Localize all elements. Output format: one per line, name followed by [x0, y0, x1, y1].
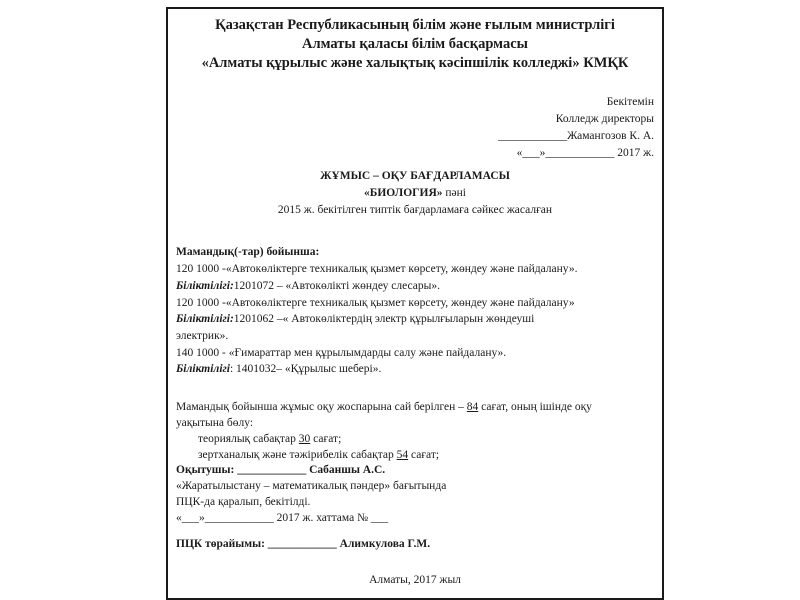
- ministry-title: Қазақстан Республикасының білім және ғылым министрлігі: [215, 17, 615, 33]
- college-title: «Алматы құрылыс және халықтық кәсіпшілік колледжі» КМҚК: [201, 55, 629, 71]
- subject-name: «БИОЛОГИЯ»: [364, 187, 443, 199]
- approval-signature: ____________Жамангозов К. А.: [498, 130, 654, 142]
- qualification-value: 1201072 – «Автокөлікті жөндеу слесары».: [233, 280, 440, 292]
- subject-line: [168, 185, 662, 202]
- qualification-1: [176, 278, 440, 295]
- teacher-line: Оқытушы: ____________ Сабаншы А.С.: [176, 464, 386, 476]
- approval-label: Бекітемін: [606, 96, 654, 108]
- department-line: «Жаратылыстану – математикалық пәндер» бағытында: [176, 480, 447, 492]
- qualification-value: 1201062 –« Автокөліктердің электр құрылғыларын жөндеуші: [233, 313, 535, 325]
- document-page: [166, 7, 664, 600]
- hours-text: теориялық сабақтар: [198, 433, 299, 445]
- city-year: Алматы, 2017 жыл: [369, 574, 461, 586]
- qualification-3: [176, 361, 381, 378]
- qualification-2: [176, 311, 534, 328]
- specialty-3: 140 1000 - «Ғимараттар мен құрылымдарды салу және пайдалану».: [176, 347, 507, 359]
- hours-lab: 54: [396, 449, 409, 461]
- subject-suffix: пәні: [442, 187, 466, 199]
- qualification-label: Біліктілігі:: [176, 313, 234, 325]
- hours-total-line: [176, 399, 592, 416]
- hours-text: сағат, оның ішінде оқу: [478, 401, 592, 413]
- specialty-1: 120 1000 -«Автокөліктерге техникалық қызмет көрсету, жөндеу және пайдалану».: [176, 263, 578, 275]
- specialties-heading: Мамандық(-тар) бойынша:: [176, 246, 320, 258]
- hours-theory-line: [198, 431, 341, 448]
- hours-text: сағат;: [310, 433, 342, 445]
- review-line: ПЦК-да қаралып, бекітілді.: [176, 496, 311, 508]
- protocol-line: «___»____________ 2017 ж. хаттама № ___: [176, 512, 389, 524]
- qualification-label: Біліктілігі: [176, 363, 230, 375]
- hours-total: 84: [466, 401, 479, 413]
- chair-line: ПЦК төрайымы: ____________ Алимкулова Г.М.: [176, 538, 431, 550]
- hours-distribution-label: уақытына бөлу:: [176, 417, 254, 429]
- approval-date: «___»____________ 2017 ж.: [516, 147, 654, 159]
- qualification-2-cont: электрик».: [176, 330, 229, 342]
- hours-text: зертханалық және тәжірибелік сабақтар: [198, 449, 397, 461]
- qualification-value: : 1401032– «Құрылыс шебері».: [229, 363, 382, 375]
- city-department-title: Алматы қаласы білім басқармасы: [302, 36, 528, 52]
- qualification-label: Біліктілігі:: [176, 280, 234, 292]
- program-title: ЖҰМЫС – ОҚУ БАҒДАРЛАМАСЫ: [320, 170, 510, 182]
- specialty-2: 120 1000 -«Автокөліктерге техникалық қызмет көрсету, жөндеу және пайдалану»: [176, 297, 575, 309]
- approval-position: Колледж директоры: [555, 113, 654, 125]
- hours-theory: 30: [298, 433, 311, 445]
- hours-text: сағат;: [408, 449, 440, 461]
- program-basis: 2015 ж. бекітілген типтік бағдарламаға сәйкес жасалған: [277, 204, 553, 216]
- hours-text: Мамандық бойынша жұмыс оқу жоспарына сай берілген –: [176, 401, 467, 413]
